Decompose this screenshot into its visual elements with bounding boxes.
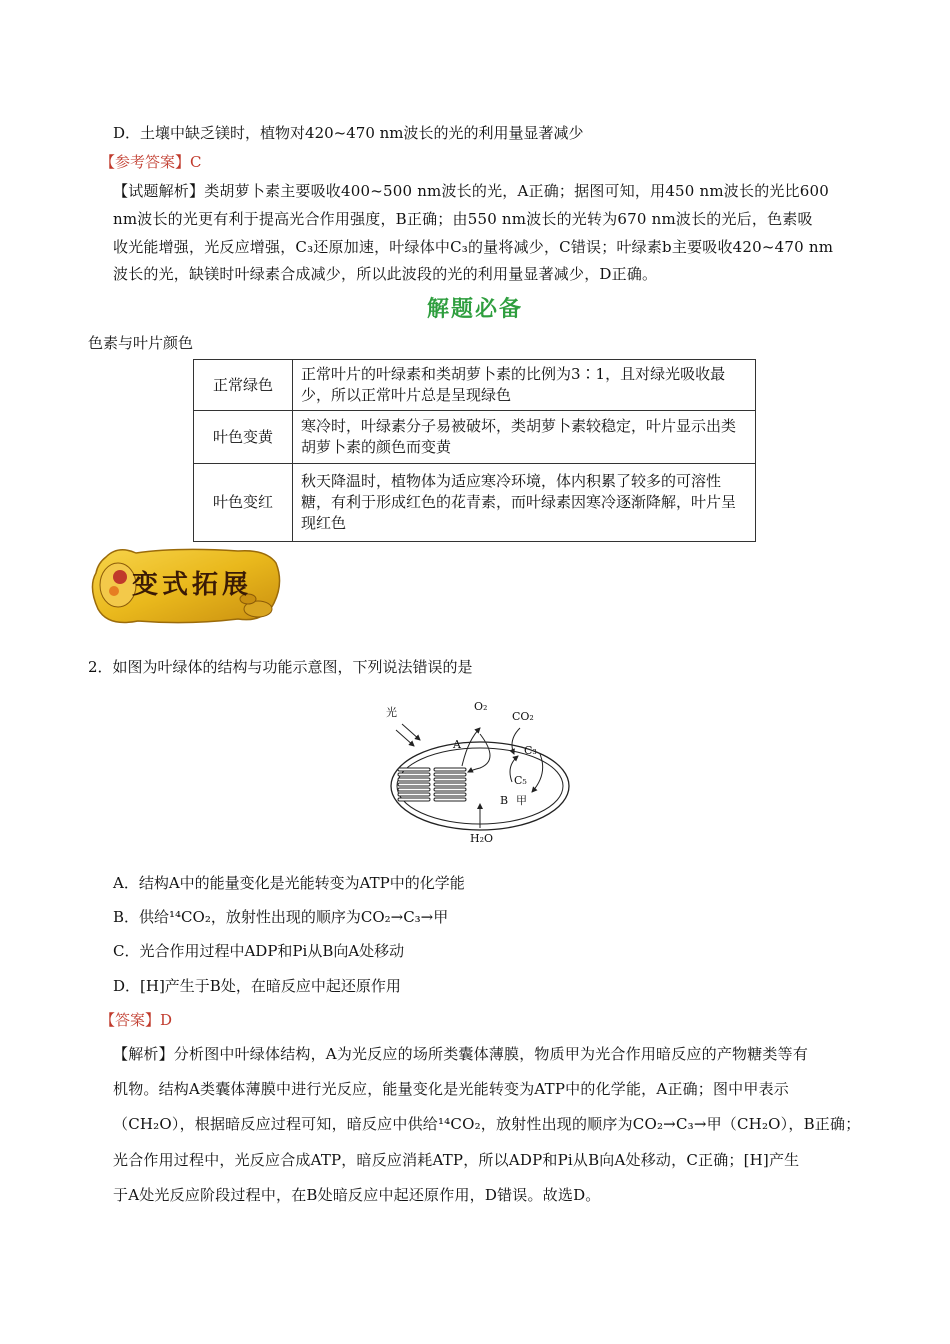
q1-analysis-line: 波长的光，缺镁时叶绿素合成减少，所以此波段的光的利用量显著减少，D正确。 xyxy=(113,265,658,283)
table-row xyxy=(194,464,756,542)
q2-analysis-line: 【解析】分析图中叶绿体结构，A为光反应的场所类囊体薄膜，物质甲为光合作用暗反应的产物糖类等有 xyxy=(113,1045,809,1063)
label-a: A xyxy=(453,738,461,751)
q1-analysis-line: 收光能增强，光反应增强，C₃还原加速，叶绿体中C₃的量将减少，C错误；叶绿素b主要吸收420~470 nm xyxy=(113,238,834,256)
section-title: 解题必备 xyxy=(426,296,523,322)
q2-option-a: A．结构A中的能量变化是光能转变为ATP中的化学能 xyxy=(113,874,465,892)
chloroplast-diagram xyxy=(380,700,570,845)
label-c5: C₅ xyxy=(514,774,527,787)
q2-analysis-line: 机物。结构A类囊体薄膜中进行光反应，能量变化是光能转变为ATP中的化学能，A正确；图中甲表示 xyxy=(113,1080,789,1098)
q2-stem: 2．如图为叶绿体的结构与功能示意图，下列说法错误的是 xyxy=(88,658,473,676)
table-desc-cell: 正常叶片的叶绿素和类胡萝卜素的比例为3∶1，且对绿光吸收最少，所以正常叶片总是呈现绿色 xyxy=(293,360,756,411)
q1-option-d: D．土壤中缺乏镁时，植物对420~470 nm波长的光的利用量显著减少 xyxy=(113,124,584,142)
q2-option-b: B．供给¹⁴CO₂，放射性出现的顺序为CO₂→C₃→甲 xyxy=(113,908,449,926)
table-key-cell: 正常绿色 xyxy=(194,360,293,411)
table-desc-cell: 秋天降温时，植物体为适应寒冷环境，体内积累了较多的可溶性糖，有利于形成红色的花青素，而叶绿素因寒冷逐渐降解，叶片呈现红色 xyxy=(293,464,756,542)
banner-text: 变式拓展 xyxy=(131,570,253,600)
q1-analysis-line: 【试题解析】类胡萝卜素主要吸收400~500 nm波长的光，A正确；据图可知，用450 nm波长的光比600 xyxy=(113,182,830,200)
q1-analysis-line: nm波长的光更有利于提高光合作用强度，B正确；由550 nm波长的光转为670 nm波长的光后，色素吸 xyxy=(113,210,813,228)
label-b: B xyxy=(500,794,509,807)
chloroplast-icon xyxy=(380,700,570,845)
q2-analysis-line: 于A处光反应阶段过程中，在B处暗反应中起还原作用，D错误。故选D。 xyxy=(113,1186,601,1204)
label-light: 光 xyxy=(386,706,397,719)
label-co2: CO₂ xyxy=(512,710,534,723)
label-c3: C₃ xyxy=(524,744,537,757)
q2-answer-label: 【答案】D xyxy=(100,1011,173,1029)
label-o2: O₂ xyxy=(474,700,488,713)
pigment-table xyxy=(193,359,756,542)
q2-option-d: D．[H]产生于B处，在暗反应中起还原作用 xyxy=(113,977,401,995)
label-jia: 甲 xyxy=(516,794,527,807)
table-desc-cell: 寒冷时，叶绿素分子易被破坏，类胡萝卜素较稳定，叶片显示出类胡萝卜素的颜色而变黄 xyxy=(293,411,756,464)
q2-analysis-line: （CH₂O），根据暗反应过程可知，暗反应中供给¹⁴CO₂，放射性出现的顺序为CO₂→C₃→甲（CH₂O），B正确； xyxy=(113,1115,861,1133)
q1-answer-label: 【参考答案】C xyxy=(100,153,202,171)
q2-option-c: C．光合作用过程中ADP和Pi从B向A处移动 xyxy=(113,942,405,960)
label-h2o: H₂O xyxy=(470,832,494,845)
table-key-cell: 叶色变黄 xyxy=(194,411,293,464)
table-row xyxy=(194,411,756,464)
q2-analysis-line: 光合作用过程中，光反应合成ATP，暗反应消耗ATP，所以ADP和Pi从B向A处移动，C正确；[H]产生 xyxy=(113,1151,800,1169)
banner-ornament-icon xyxy=(88,543,284,627)
table-key-cell: 叶色变红 xyxy=(194,464,293,542)
table-caption: 色素与叶片颜色 xyxy=(88,334,194,352)
table-row xyxy=(194,360,756,411)
variant-banner xyxy=(88,543,284,627)
